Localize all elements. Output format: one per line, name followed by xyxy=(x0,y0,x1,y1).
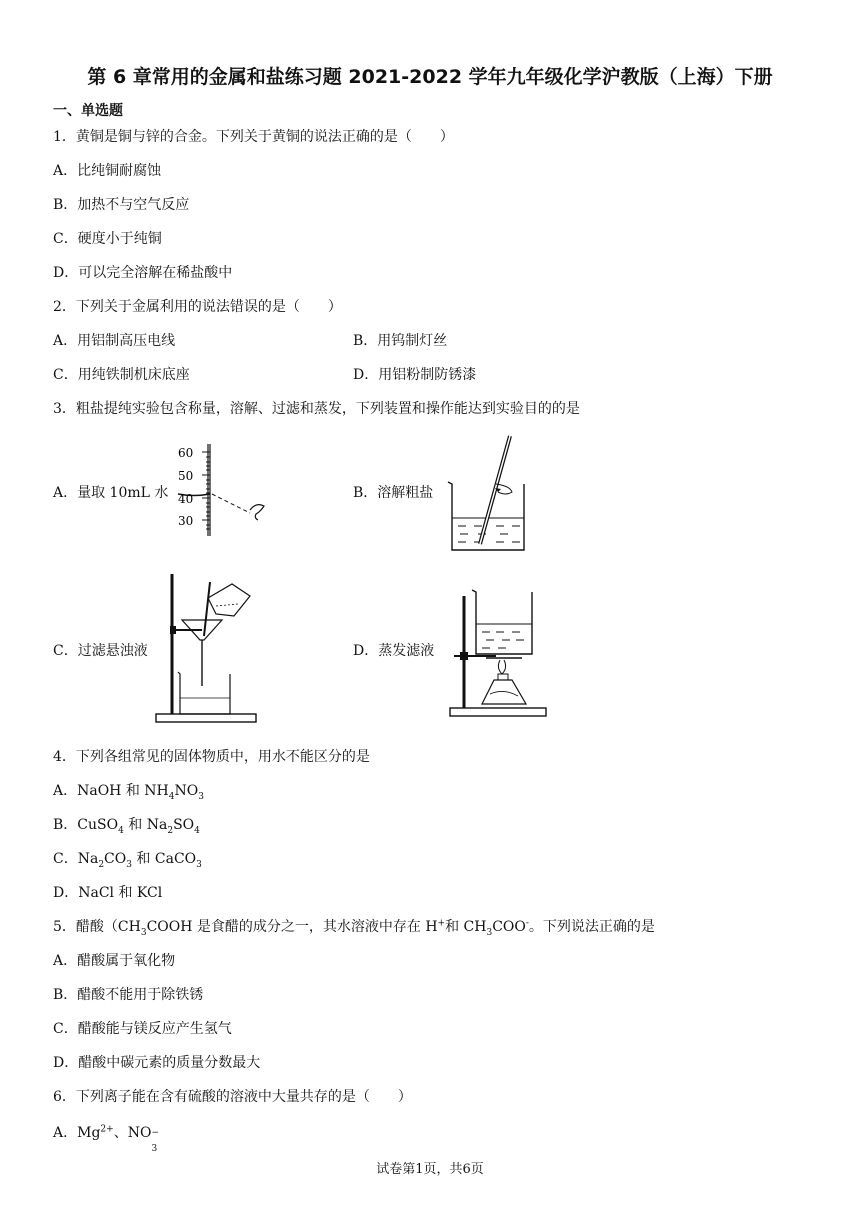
cylinder-tick-30: 30 xyxy=(178,514,194,528)
q4-option-d: D．NaCl 和 KCl xyxy=(53,885,163,901)
q5-option-a: A．醋酸属于氧化物 xyxy=(53,953,176,969)
q6-option-a: A．$Mg^{2+}$、NO − 3 xyxy=(53,1124,159,1154)
q5-stem: 5．醋酸（$CH_3COOH$ 是食醋的成分之一，其水溶液中存在 H+和 $CH_3COO^-$。下列说法正确的是 xyxy=(53,918,655,938)
section-heading: 一、单选题 xyxy=(53,103,123,119)
eye-icon xyxy=(250,505,264,520)
q1-stem: 1．黄铜是铜与锌的合金。下列关于黄铜的说法正确的是（ ） xyxy=(53,129,454,145)
cylinder-tick-50: 50 xyxy=(178,469,194,483)
filtration-figure xyxy=(150,568,260,728)
q2-option-d: D．用铝粉制防锈漆 xyxy=(353,367,477,383)
graduated-cylinder-figure xyxy=(170,440,280,540)
q6-stem: 6．下列离子能在含有硫酸的溶液中大量共存的是（ ） xyxy=(53,1089,412,1105)
q4-option-b: B．CuSO$_4$ 和 $Na_2SO_4$ xyxy=(53,817,200,836)
q2-stem: 2．下列关于金属利用的说法错误的是（ ） xyxy=(53,299,342,315)
q1-option-d: D．可以完全溶解在稀盐酸中 xyxy=(53,265,233,281)
page-footer: 试卷第1页，共6页 xyxy=(376,1162,484,1177)
q2-option-a: A．用铝制高压电线 xyxy=(53,333,176,349)
q5-option-b: B．醋酸不能用于除铁锈 xyxy=(53,987,204,1003)
alcohol-lamp xyxy=(482,680,526,704)
beaker-stirring-figure xyxy=(440,432,540,556)
q1-option-a: A．比纯铜耐腐蚀 xyxy=(53,163,162,179)
q3-option-b: B．溶解粗盐 xyxy=(353,485,434,501)
q1-option-b: B．加热不与空气反应 xyxy=(53,197,190,213)
q4-option-c: C．$Na_2CO_3$ 和 CaCO$_3$ xyxy=(53,851,202,870)
q5-option-c: C．醋酸能与镁反应产生氢气 xyxy=(53,1021,232,1037)
q3-option-c: C．过滤悬浊液 xyxy=(53,643,148,659)
q5-option-d: D．醋酸中碳元素的质量分数最大 xyxy=(53,1055,261,1071)
page-title: 第 6 章常用的金属和盐练习题 2021-2022 学年九年级化学沪教版（上海）下册 xyxy=(87,66,773,88)
flame-icon xyxy=(498,660,505,674)
cylinder-tick-60: 60 xyxy=(178,446,194,460)
pouring-beaker xyxy=(208,584,250,616)
q1-option-c: C．硬度小于纯铜 xyxy=(53,231,162,247)
q2-option-b: B．用钨制灯丝 xyxy=(353,333,448,349)
q3-stem: 3．粗盐提纯实验包含称量，溶解、过滤和蒸发，下列装置和操作能达到实验目的的是 xyxy=(53,401,580,417)
q3-option-a: A．量取 10mL 水 xyxy=(53,485,169,501)
evaporation-figure xyxy=(446,584,556,722)
q4-stem: 4．下列各组常见的固体物质中，用水不能区分的是 xyxy=(53,749,370,765)
cylinder-tick-40: 40 xyxy=(178,492,194,506)
q3-option-d: D．蒸发滤液 xyxy=(353,643,435,659)
q4-option-a: A．NaOH 和 $NH_4NO_3$ xyxy=(53,783,204,802)
q2-option-c: C．用纯铁制机床底座 xyxy=(53,367,190,383)
